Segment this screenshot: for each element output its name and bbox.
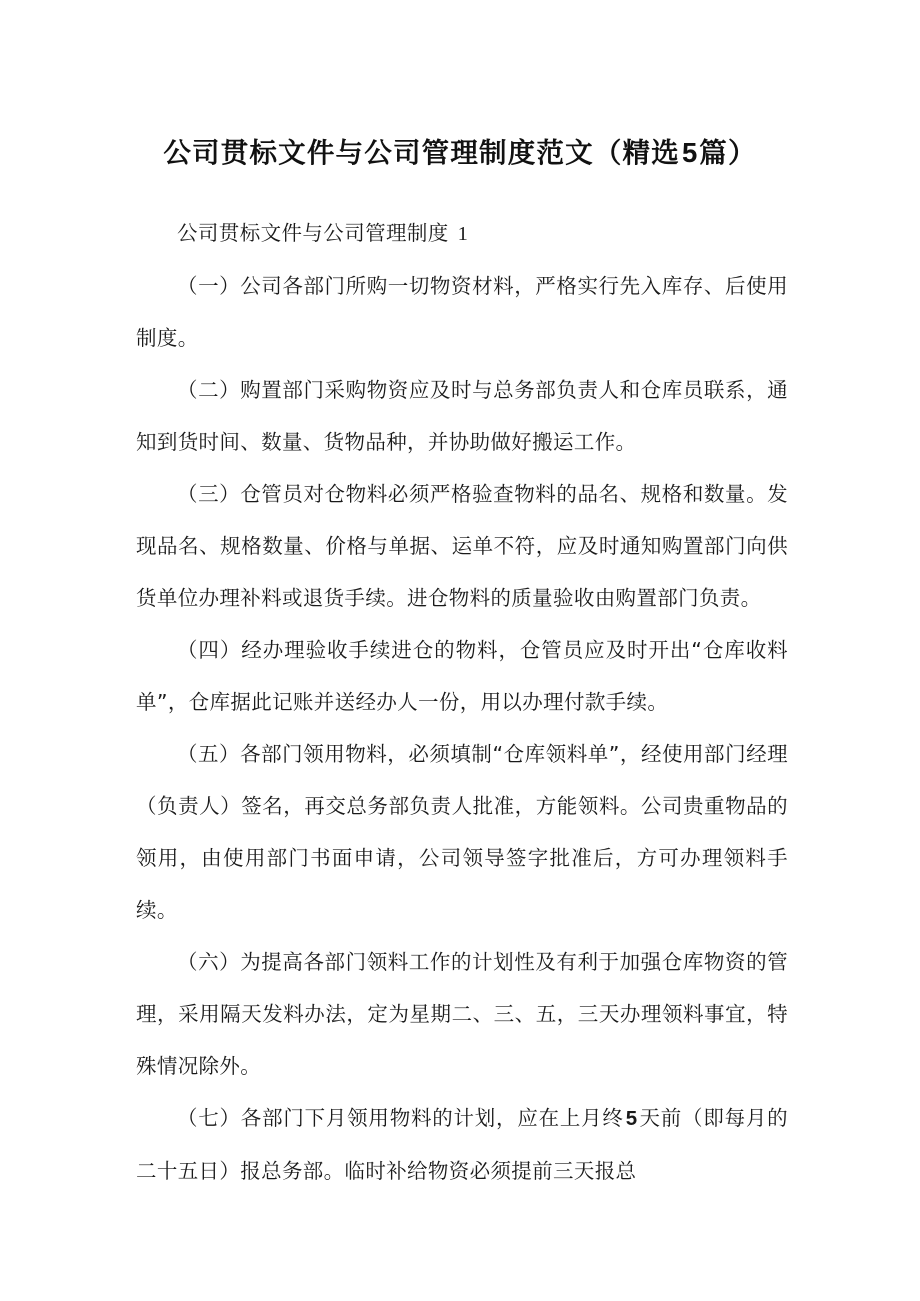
paragraph-6: （六）为提高各部门领料工作的计划性及有利于加强仓库物资的管理，采用隔天发料办法，定为星期二、三、五，三天办理领料事宜，特殊情况除外。: [136, 950, 788, 1078]
paragraph-2: （二）购置部门采购物资应及时与总务部负责人和仓库员联系，通知到货时间、数量、货物品种，并协助做好搬运工作。: [136, 378, 788, 454]
section-subheading: 公司贯标文件与公司管理制度 1: [177, 221, 468, 245]
inline-number: 5: [625, 1107, 638, 1130]
paragraph-1: （一）公司各部门所购一切物资材料，严格实行先入库存、后使用制度。: [136, 274, 788, 350]
paragraph-4: （四）经办理验收手续进仓的物料，仓管员应及时开出“仓库收料单”，仓库据此记账并送经办人一份，用以办理付款手续。: [136, 638, 788, 714]
section-index: 1: [457, 223, 468, 245]
title-count: 5: [681, 137, 698, 169]
document-body: [136, 207, 788, 1197]
paragraph-3: （三）仓管员对仓物料必须严格验查物料的品名、规格和数量。发现品名、规格数量、价格与单据、运单不符，应及时通知购置部门向供货单位办理补料或退货手续。进仓物料的质量验收由购置部门负责。: [136, 482, 788, 610]
page-title: 公司贯标文件与公司管理制度范文（精选5篇）: [163, 137, 757, 170]
paragraph-7: （七）各部门下月领用物料的计划，应在上月终5天前（即每月的二十五日）报总务部。临时补给物资必须提前三天报总: [136, 1106, 788, 1183]
paragraph-5: （五）各部门领用物料，必须填制“仓库领料单”，经使用部门经理（负责人）签名，再交总务部负责人批准，方能领料。公司贵重物品的领用，由使用部门书面申请，公司领导签字批准后，方可办理领料手续。: [136, 742, 788, 922]
